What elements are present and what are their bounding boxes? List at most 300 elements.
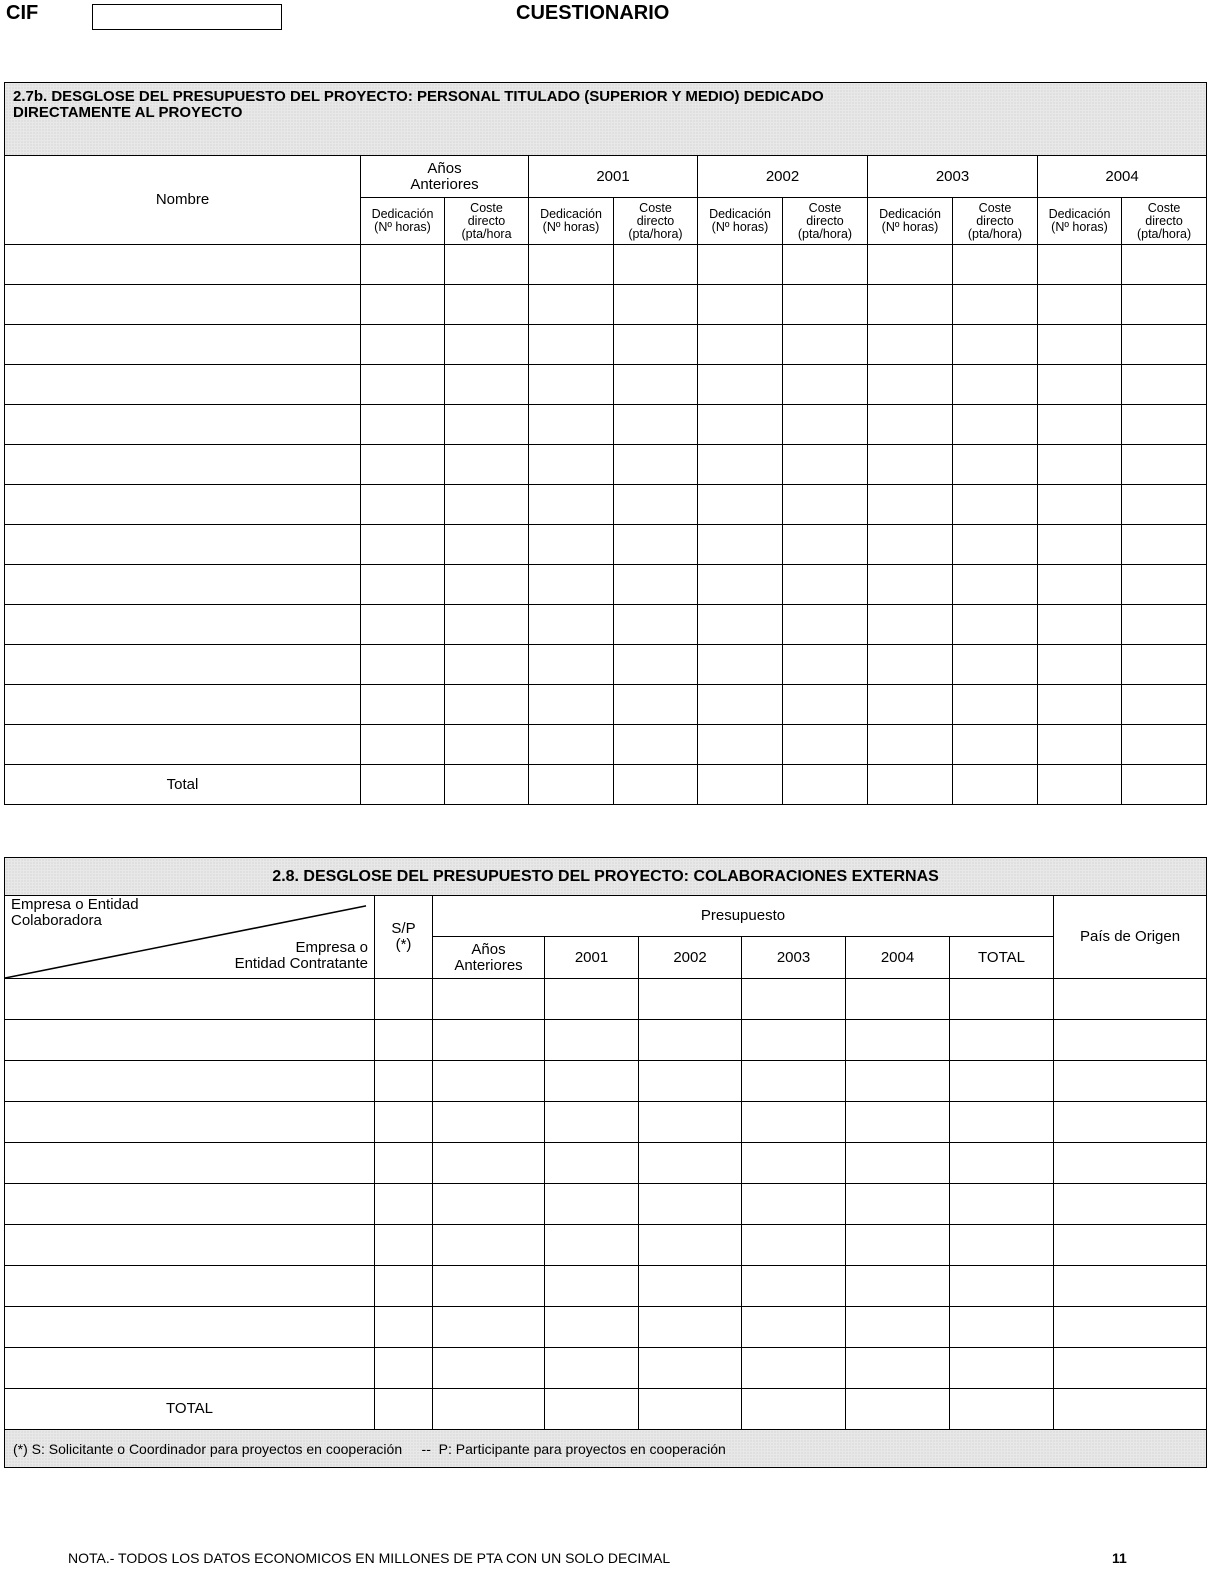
sp-cell[interactable]	[375, 1020, 433, 1061]
sp-cell[interactable]	[375, 979, 433, 1020]
value-cell[interactable]	[783, 365, 868, 405]
value-cell[interactable]	[868, 405, 953, 445]
value-cell[interactable]	[445, 765, 529, 805]
value-cell[interactable]	[953, 525, 1038, 565]
value-cell[interactable]	[868, 485, 953, 525]
value-cell[interactable]	[1122, 725, 1207, 765]
value-cell[interactable]	[698, 365, 783, 405]
value-cell[interactable]	[950, 1143, 1054, 1184]
sub-coste-header: Coste directo (pta/hora)	[614, 198, 698, 245]
value-cell[interactable]	[1122, 765, 1207, 805]
table-row	[5, 1184, 1207, 1225]
value-cell[interactable]	[529, 765, 614, 805]
nombre-cell[interactable]	[5, 285, 361, 325]
value-cell[interactable]	[445, 325, 529, 365]
year-group-2002: 2002	[698, 156, 868, 198]
value-cell[interactable]	[1122, 325, 1207, 365]
value-cell[interactable]	[783, 405, 868, 445]
value-cell[interactable]	[614, 645, 698, 685]
value-cell[interactable]	[846, 1143, 950, 1184]
value-cell[interactable]	[698, 565, 783, 605]
table-row	[5, 725, 1207, 765]
value-cell[interactable]	[639, 1061, 742, 1102]
table-row	[5, 445, 1207, 485]
value-cell[interactable]	[742, 1184, 846, 1225]
value-cell[interactable]	[950, 1061, 1054, 1102]
value-cell[interactable]	[698, 405, 783, 445]
value-cell[interactable]	[1038, 605, 1122, 645]
value-cell[interactable]	[846, 1307, 950, 1348]
table-row	[5, 565, 1207, 605]
value-cell[interactable]	[545, 1348, 639, 1389]
value-cell[interactable]	[868, 285, 953, 325]
value-cell[interactable]	[698, 605, 783, 645]
value-cell[interactable]	[953, 765, 1038, 805]
value-cell[interactable]	[545, 1266, 639, 1307]
pais-cell[interactable]	[1054, 1184, 1207, 1225]
sp-cell[interactable]	[375, 1225, 433, 1266]
value-cell[interactable]	[433, 1143, 545, 1184]
value-cell[interactable]	[950, 1307, 1054, 1348]
value-cell[interactable]	[868, 645, 953, 685]
value-cell[interactable]	[868, 245, 953, 285]
value-cell[interactable]	[742, 1307, 846, 1348]
pais-cell[interactable]	[1054, 1061, 1207, 1102]
value-cell[interactable]	[614, 485, 698, 525]
sp-cell[interactable]	[375, 1348, 433, 1389]
value-cell[interactable]	[614, 765, 698, 805]
pais-cell[interactable]	[1054, 1143, 1207, 1184]
nombre-cell[interactable]	[5, 245, 361, 285]
sp-cell[interactable]	[375, 1061, 433, 1102]
sub-coste-header: Coste directo (pta/hora)	[953, 198, 1038, 245]
value-cell[interactable]	[445, 365, 529, 405]
value-cell[interactable]	[614, 365, 698, 405]
value-cell[interactable]	[433, 1266, 545, 1307]
value-cell[interactable]	[445, 245, 529, 285]
value-cell[interactable]	[445, 525, 529, 565]
entidad-cell[interactable]	[5, 1307, 375, 1348]
sub-coste-header: Coste directo (pta/hora)	[1122, 198, 1207, 245]
value-cell[interactable]	[445, 645, 529, 685]
table-row	[5, 1348, 1207, 1389]
value-cell[interactable]	[783, 725, 868, 765]
value-cell[interactable]	[950, 979, 1054, 1020]
value-cell[interactable]	[361, 445, 445, 485]
table-row	[5, 685, 1207, 725]
nombre-cell[interactable]	[5, 685, 361, 725]
value-cell[interactable]	[614, 565, 698, 605]
value-cell[interactable]	[614, 525, 698, 565]
value-cell[interactable]	[953, 565, 1038, 605]
value-cell[interactable]	[1038, 565, 1122, 605]
entidad-cell[interactable]	[5, 979, 375, 1020]
total-label: Total	[5, 765, 361, 805]
value-cell[interactable]	[742, 1102, 846, 1143]
value-cell[interactable]	[361, 605, 445, 645]
value-cell[interactable]	[445, 405, 529, 445]
value-cell[interactable]	[545, 979, 639, 1020]
nombre-cell[interactable]	[5, 445, 361, 485]
value-cell[interactable]	[433, 1348, 545, 1389]
total-label: TOTAL	[5, 1389, 375, 1430]
value-cell[interactable]	[433, 1020, 545, 1061]
nombre-cell[interactable]	[5, 725, 361, 765]
nombre-cell[interactable]	[5, 605, 361, 645]
value-cell[interactable]	[614, 285, 698, 325]
value-cell[interactable]	[1122, 525, 1207, 565]
value-cell[interactable]	[846, 1061, 950, 1102]
value-cell[interactable]	[545, 1020, 639, 1061]
sub-coste-header: Coste directo (pta/hora	[445, 198, 529, 245]
value-cell[interactable]	[742, 1348, 846, 1389]
value-cell[interactable]	[1122, 445, 1207, 485]
value-cell[interactable]	[1038, 725, 1122, 765]
value-cell[interactable]	[614, 685, 698, 725]
value-cell[interactable]	[614, 605, 698, 645]
table-row	[5, 245, 1207, 285]
value-cell[interactable]	[953, 725, 1038, 765]
value-cell[interactable]	[1122, 245, 1207, 285]
value-cell[interactable]	[614, 325, 698, 365]
entidad-diagonal-header	[5, 896, 375, 979]
value-cell[interactable]	[742, 1020, 846, 1061]
value-cell[interactable]	[1038, 405, 1122, 445]
pais-cell[interactable]	[1054, 1389, 1207, 1430]
table-row	[5, 1143, 1207, 1184]
value-cell[interactable]	[698, 685, 783, 725]
value-cell[interactable]	[868, 365, 953, 405]
value-cell[interactable]	[868, 525, 953, 565]
section-27b-title-line1: 2.7b. DESGLOSE DEL PRESUPUESTO DEL PROYECTO: PERSONAL TITULADO (SUPERIOR Y MEDIO) DEDICADO	[13, 88, 824, 105]
value-cell[interactable]	[529, 565, 614, 605]
value-cell[interactable]	[953, 365, 1038, 405]
value-cell[interactable]	[1038, 285, 1122, 325]
sub-dedicacion-header: Dedicación (Nº horas)	[361, 198, 445, 245]
footnote-sp: (*) S: Solicitante o Coordinador para proyectos en cooperación -- P: Participante para proyectos en cooperación	[5, 1430, 1207, 1468]
table-row	[5, 1307, 1207, 1348]
value-cell[interactable]	[742, 1225, 846, 1266]
total-row	[5, 765, 1207, 805]
entidad-cell[interactable]	[5, 1225, 375, 1266]
value-cell[interactable]	[950, 1348, 1054, 1389]
value-cell[interactable]	[529, 605, 614, 645]
value-cell[interactable]	[846, 1102, 950, 1143]
value-cell[interactable]	[783, 245, 868, 285]
pais-cell[interactable]	[1054, 1307, 1207, 1348]
table-row	[5, 525, 1207, 565]
value-cell[interactable]	[614, 245, 698, 285]
value-cell[interactable]	[1038, 365, 1122, 405]
value-cell[interactable]	[868, 605, 953, 645]
value-cell[interactable]	[783, 445, 868, 485]
value-cell[interactable]	[698, 725, 783, 765]
pais-cell[interactable]	[1054, 1348, 1207, 1389]
value-cell[interactable]	[1038, 765, 1122, 805]
value-cell[interactable]	[742, 1266, 846, 1307]
value-cell[interactable]	[445, 285, 529, 325]
value-cell[interactable]	[639, 1184, 742, 1225]
value-cell[interactable]	[1038, 445, 1122, 485]
personal-titulado-table	[4, 82, 1207, 805]
value-cell[interactable]	[529, 485, 614, 525]
value-cell[interactable]	[361, 565, 445, 605]
value-cell[interactable]	[445, 685, 529, 725]
value-cell[interactable]	[950, 1389, 1054, 1430]
cif-input[interactable]	[92, 4, 282, 30]
value-cell[interactable]	[361, 285, 445, 325]
value-cell[interactable]	[639, 979, 742, 1020]
value-cell[interactable]	[545, 1102, 639, 1143]
value-cell[interactable]	[361, 525, 445, 565]
pais-cell[interactable]	[1054, 1020, 1207, 1061]
value-cell[interactable]	[433, 1307, 545, 1348]
value-cell[interactable]	[698, 525, 783, 565]
value-cell[interactable]	[1122, 285, 1207, 325]
value-cell[interactable]	[529, 645, 614, 685]
value-cell[interactable]	[639, 1102, 742, 1143]
sp-cell[interactable]	[375, 1102, 433, 1143]
value-cell[interactable]	[445, 725, 529, 765]
value-cell[interactable]	[529, 725, 614, 765]
pais-cell[interactable]	[1054, 1102, 1207, 1143]
value-cell[interactable]	[639, 1389, 742, 1430]
value-cell[interactable]	[846, 1020, 950, 1061]
value-cell[interactable]	[846, 1184, 950, 1225]
value-cell[interactable]	[361, 485, 445, 525]
value-cell[interactable]	[950, 1102, 1054, 1143]
year-group-2004: 2004	[1038, 156, 1207, 198]
value-cell[interactable]	[783, 685, 868, 725]
value-cell[interactable]	[529, 405, 614, 445]
value-cell[interactable]	[846, 1348, 950, 1389]
value-cell[interactable]	[1122, 485, 1207, 525]
col-nombre-header: Nombre	[5, 156, 361, 245]
value-cell[interactable]	[445, 565, 529, 605]
value-cell[interactable]	[639, 1020, 742, 1061]
sp-cell[interactable]	[375, 1143, 433, 1184]
value-cell[interactable]	[953, 685, 1038, 725]
value-cell[interactable]	[433, 1102, 545, 1143]
value-cell[interactable]	[1038, 525, 1122, 565]
value-cell[interactable]	[783, 765, 868, 805]
value-cell[interactable]	[445, 485, 529, 525]
value-cell[interactable]	[639, 1143, 742, 1184]
value-cell[interactable]	[953, 485, 1038, 525]
value-cell[interactable]	[846, 1266, 950, 1307]
value-cell[interactable]	[529, 245, 614, 285]
value-cell[interactable]	[846, 1225, 950, 1266]
value-cell[interactable]	[783, 485, 868, 525]
table-row	[5, 365, 1207, 405]
sp-cell[interactable]	[375, 1307, 433, 1348]
entidad-cell[interactable]	[5, 1061, 375, 1102]
value-cell[interactable]	[1122, 605, 1207, 645]
value-cell[interactable]	[868, 725, 953, 765]
value-cell[interactable]	[742, 1389, 846, 1430]
value-cell[interactable]	[1122, 365, 1207, 405]
budget-col-anteriores: Años Anteriores	[433, 937, 545, 979]
value-cell[interactable]	[1038, 485, 1122, 525]
value-cell[interactable]	[545, 1143, 639, 1184]
entidad-cell[interactable]	[5, 1143, 375, 1184]
table-row	[5, 605, 1207, 645]
table-row	[5, 485, 1207, 525]
value-cell[interactable]	[953, 645, 1038, 685]
presupuesto-header: Presupuesto	[433, 896, 1054, 937]
value-cell[interactable]	[868, 565, 953, 605]
sp-header: S/P (*)	[375, 896, 433, 979]
value-cell[interactable]	[953, 245, 1038, 285]
value-cell[interactable]	[783, 325, 868, 365]
pais-origen-header: País de Origen	[1054, 896, 1207, 979]
value-cell[interactable]	[783, 645, 868, 685]
value-cell[interactable]	[639, 1348, 742, 1389]
value-cell[interactable]	[1122, 565, 1207, 605]
budget-col-2002: 2002	[639, 937, 742, 979]
value-cell[interactable]	[1122, 645, 1207, 685]
value-cell[interactable]	[545, 1184, 639, 1225]
entidad-cell[interactable]	[5, 1020, 375, 1061]
pais-cell[interactable]	[1054, 1225, 1207, 1266]
value-cell[interactable]	[529, 525, 614, 565]
nombre-cell[interactable]	[5, 405, 361, 445]
value-cell[interactable]	[1038, 245, 1122, 285]
value-cell[interactable]	[639, 1266, 742, 1307]
nombre-cell[interactable]	[5, 325, 361, 365]
value-cell[interactable]	[742, 1061, 846, 1102]
sub-dedicacion-header: Dedicación (Nº horas)	[698, 198, 783, 245]
table-row	[5, 645, 1207, 685]
page-number: 11	[1112, 1550, 1127, 1566]
section-27b-title	[5, 83, 1207, 156]
table-row	[5, 405, 1207, 445]
table-row	[5, 285, 1207, 325]
value-cell[interactable]	[783, 285, 868, 325]
value-cell[interactable]	[614, 445, 698, 485]
value-cell[interactable]	[614, 405, 698, 445]
value-cell[interactable]	[783, 525, 868, 565]
value-cell[interactable]	[742, 1143, 846, 1184]
sp-cell[interactable]	[375, 1184, 433, 1225]
value-cell[interactable]	[529, 325, 614, 365]
value-cell[interactable]	[783, 565, 868, 605]
entidad-cell[interactable]	[5, 1348, 375, 1389]
sp-cell[interactable]	[375, 1389, 433, 1430]
value-cell[interactable]	[950, 1225, 1054, 1266]
value-cell[interactable]	[433, 1225, 545, 1266]
entidad-colaboradora-label: Empresa o Entidad Colaboradora	[11, 896, 139, 929]
value-cell[interactable]	[698, 285, 783, 325]
value-cell[interactable]	[433, 1061, 545, 1102]
value-cell[interactable]	[950, 1184, 1054, 1225]
value-cell[interactable]	[742, 979, 846, 1020]
value-cell[interactable]	[529, 445, 614, 485]
value-cell[interactable]	[953, 445, 1038, 485]
value-cell[interactable]	[868, 685, 953, 725]
value-cell[interactable]	[545, 1389, 639, 1430]
value-cell[interactable]	[433, 1389, 545, 1430]
value-cell[interactable]	[698, 645, 783, 685]
value-cell[interactable]	[953, 285, 1038, 325]
value-cell[interactable]	[361, 365, 445, 405]
table-row	[5, 1102, 1207, 1143]
entidad-cell[interactable]	[5, 1184, 375, 1225]
value-cell[interactable]	[698, 765, 783, 805]
value-cell[interactable]	[868, 445, 953, 485]
value-cell[interactable]	[698, 445, 783, 485]
value-cell[interactable]	[545, 1307, 639, 1348]
entidad-cell[interactable]	[5, 1266, 375, 1307]
value-cell[interactable]	[445, 445, 529, 485]
sp-cell[interactable]	[375, 1266, 433, 1307]
value-cell[interactable]	[953, 325, 1038, 365]
value-cell[interactable]	[433, 1184, 545, 1225]
nombre-cell[interactable]	[5, 645, 361, 685]
value-cell[interactable]	[868, 325, 953, 365]
value-cell[interactable]	[846, 1389, 950, 1430]
cif-label: CIF	[6, 2, 39, 24]
value-cell[interactable]	[698, 485, 783, 525]
pais-cell[interactable]	[1054, 979, 1207, 1020]
nombre-cell[interactable]	[5, 565, 361, 605]
value-cell[interactable]	[698, 245, 783, 285]
value-cell[interactable]	[1122, 685, 1207, 725]
year-group-anteriores: Años Anteriores	[361, 156, 529, 198]
value-cell[interactable]	[445, 605, 529, 645]
value-cell[interactable]	[953, 605, 1038, 645]
value-cell[interactable]	[545, 1225, 639, 1266]
value-cell[interactable]	[950, 1266, 1054, 1307]
nombre-cell[interactable]	[5, 485, 361, 525]
value-cell[interactable]	[361, 725, 445, 765]
entidad-cell[interactable]	[5, 1102, 375, 1143]
value-cell[interactable]	[361, 405, 445, 445]
value-cell[interactable]	[361, 765, 445, 805]
value-cell[interactable]	[639, 1225, 742, 1266]
budget-col-2004: 2004	[846, 937, 950, 979]
value-cell[interactable]	[529, 285, 614, 325]
year-group-2001: 2001	[529, 156, 698, 198]
value-cell[interactable]	[846, 979, 950, 1020]
value-cell[interactable]	[529, 365, 614, 405]
value-cell[interactable]	[953, 405, 1038, 445]
page-title: CUESTIONARIO	[516, 2, 670, 24]
value-cell[interactable]	[529, 685, 614, 725]
value-cell[interactable]	[1038, 645, 1122, 685]
nombre-cell[interactable]	[5, 365, 361, 405]
table-row	[5, 325, 1207, 365]
value-cell[interactable]	[950, 1020, 1054, 1061]
value-cell[interactable]	[545, 1061, 639, 1102]
value-cell[interactable]	[698, 325, 783, 365]
value-cell[interactable]	[639, 1307, 742, 1348]
value-cell[interactable]	[1038, 685, 1122, 725]
entidad-contratante-label: Empresa o Entidad Contratante	[234, 939, 368, 972]
nombre-cell[interactable]	[5, 525, 361, 565]
value-cell[interactable]	[868, 765, 953, 805]
value-cell[interactable]	[783, 605, 868, 645]
value-cell[interactable]	[433, 979, 545, 1020]
value-cell[interactable]	[361, 325, 445, 365]
value-cell[interactable]	[614, 725, 698, 765]
value-cell[interactable]	[361, 685, 445, 725]
value-cell[interactable]	[1038, 325, 1122, 365]
value-cell[interactable]	[361, 245, 445, 285]
value-cell[interactable]	[1122, 405, 1207, 445]
pais-cell[interactable]	[1054, 1266, 1207, 1307]
value-cell[interactable]	[361, 645, 445, 685]
